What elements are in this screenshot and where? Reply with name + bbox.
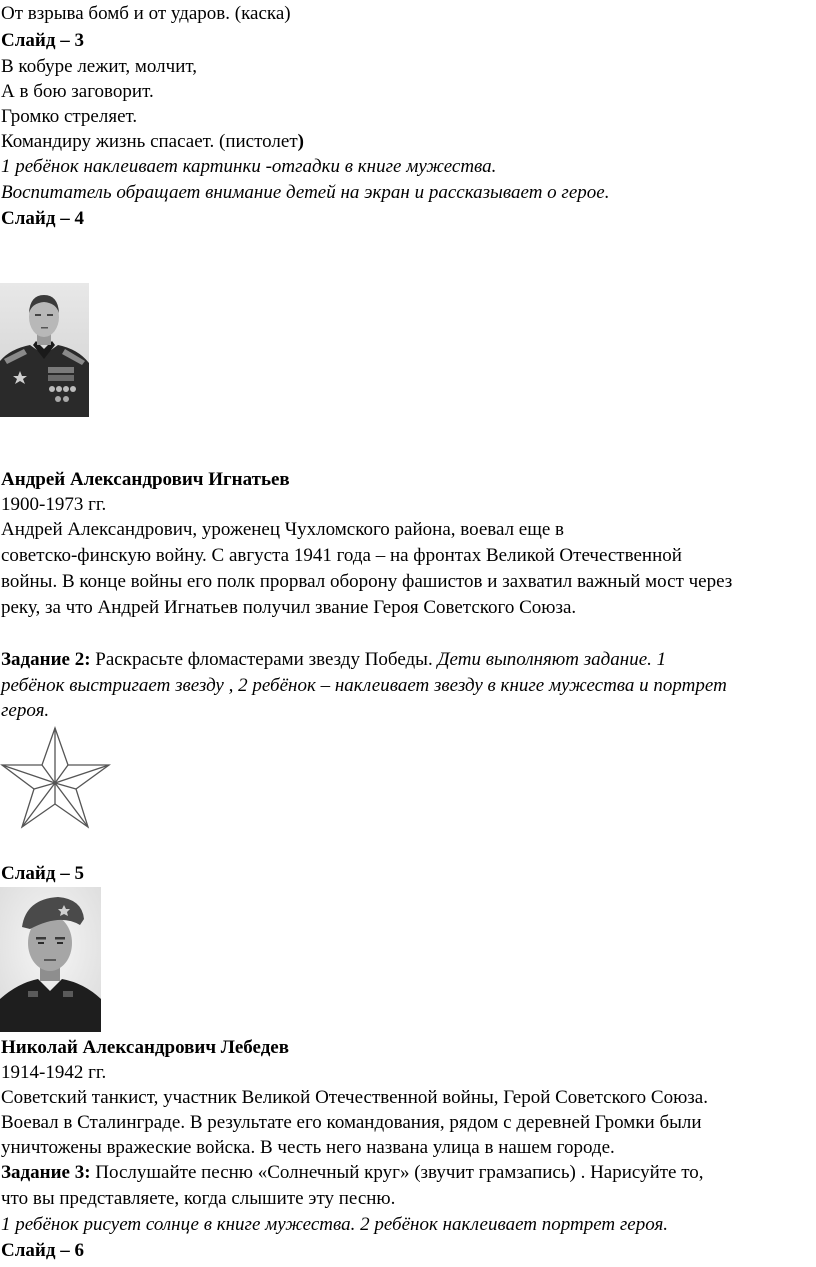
task-text: Раскрасьте фломастерами звезду Победы. [90,649,438,670]
slide-4-heading: Слайд – 4 [1,208,84,229]
bio-line: Воевал в Сталинграде. В результате его командования, рядом с деревней Громки были [1,1112,702,1133]
hero-name: Андрей Александрович Игнатьев [1,469,290,490]
task-2 [1,648,666,672]
task-label: Задание 3: [1,1162,91,1183]
slide-6-heading: Слайд – 6 [1,1240,84,1261]
task-label: Задание 2: [1,649,91,670]
riddle-line: А в бою заговорит. [1,81,154,102]
hero-portrait-photo-lebedev [0,887,101,1032]
hero-name: Николай Александрович Лебедев [1,1037,290,1058]
task-3 [1,1161,704,1185]
bio-line: реку, за что Андрей Игнатьев получил звание Героя Советского Союза. [1,597,577,618]
task-note: Дети выполняют задание. 1 [437,649,667,670]
activity-note: 1 ребёнок рисует солнце в книге мужества. 2 ребёнок наклеивает портрет героя. [1,1214,669,1235]
task-note: героя. [1,700,50,721]
hero-years: 1900-1973 гг. [1,494,107,515]
bio-line: Советский танкист, участник Великой Отечественной войны, Герой Советского Союза. [1,1087,708,1108]
slide-3-heading: Слайд – 3 [1,30,84,51]
bio-line: советско-финскую войну. С августа 1941 года – на фронтах Великой Отечественной [1,545,682,566]
task-note: ребёнок выстригает звезду , 2 ребёнок – наклеивает звезду в книге мужества и портрет [1,675,727,696]
activity-note: Воспитатель обращает внимание детей на экран и рассказывает о герое. [1,182,610,203]
five-pointed-star-outline-icon [0,725,114,835]
riddle-line: Громко стреляет. [1,106,138,127]
riddle-line: В кобуре лежит, молчит, [1,56,198,77]
bio-line: войны. В конце войны его полк прорвал оборону фашистов и захватил важный мост через [1,571,733,592]
riddle-text: Командиру жизнь спасает. (пистолет [1,131,298,152]
task-text: что вы представляете, когда слышите эту песню. [1,1188,396,1209]
riddle-line: От взрыва бомб и от ударов. (каска) [1,3,291,24]
slide-5-heading: Слайд – 5 [1,863,84,884]
hero-years: 1914-1942 гг. [1,1062,107,1083]
activity-note: 1 ребёнок наклеивает картинки -отгадки в книге мужества. [1,156,497,177]
riddle-close-paren: ) [297,131,304,152]
portrait-photo-icon [0,887,101,1032]
victory-star [0,725,114,835]
bio-line: уничтожены вражеские войска. В честь него названа улица в нашем городе. [1,1137,615,1158]
bio-line: Андрей Александрович, уроженец Чухломского района, воевал еще в [1,519,565,540]
hero-portrait-photo-ignatyev [0,283,89,417]
task-text: Послушайте песню «Солнечный круг» (звучит грамзапись) . Нарисуйте то, [90,1162,704,1183]
portrait-photo-icon [0,283,89,417]
riddle-line [1,130,304,154]
